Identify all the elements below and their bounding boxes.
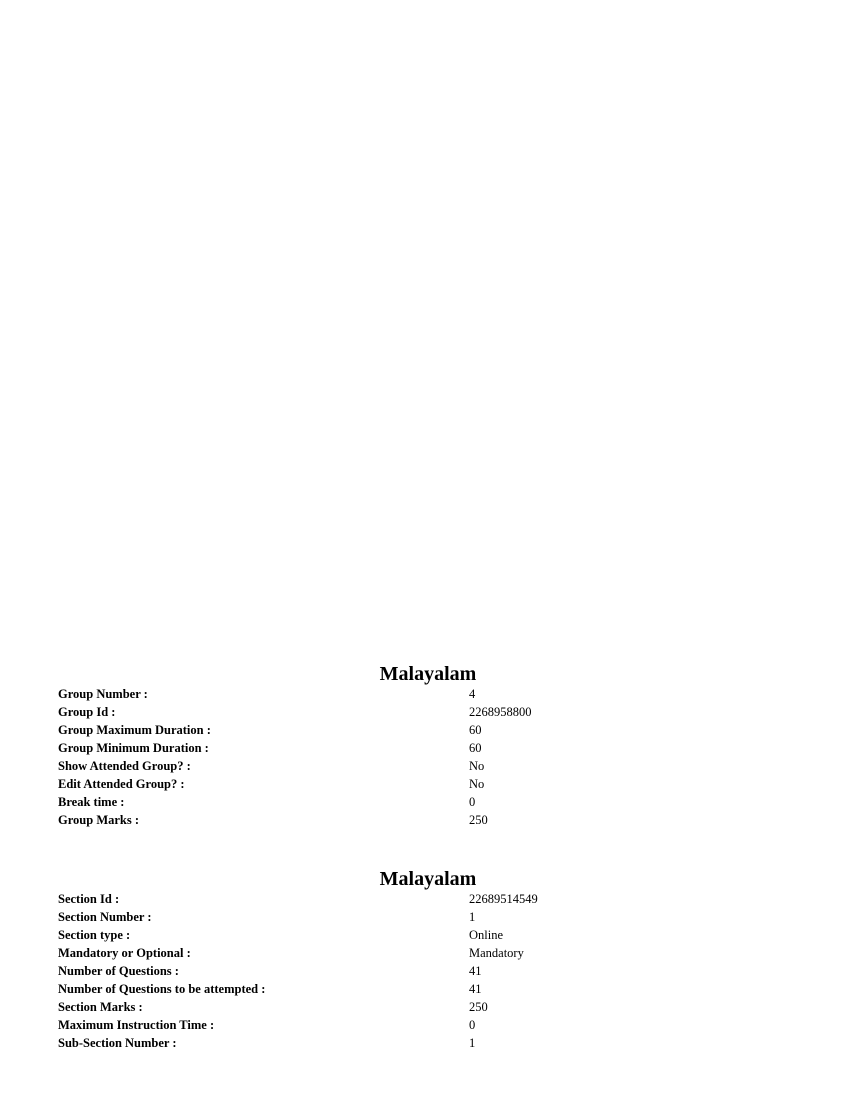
group-info-label: Group Maximum Duration : xyxy=(58,723,211,737)
group-info-value: No xyxy=(469,759,485,773)
group-info-row xyxy=(0,757,850,775)
group-info-label: Break time : xyxy=(58,795,125,809)
section-info-label: Maximum Instruction Time : xyxy=(58,1018,215,1032)
group-info-row xyxy=(0,703,850,721)
group-info-value: 4 xyxy=(469,687,476,701)
section-info-block xyxy=(0,868,850,1058)
section-info-value: 41 xyxy=(469,982,482,996)
group-info-value: 60 xyxy=(469,741,482,755)
group-info-value: No xyxy=(469,777,485,791)
section-info-value: 250 xyxy=(469,1000,488,1014)
group-info-label: Group Marks : xyxy=(58,813,140,827)
group-title: Malayalam xyxy=(379,663,477,685)
section-info-row xyxy=(0,1016,850,1034)
group-info-row xyxy=(0,811,850,829)
section-info-row xyxy=(0,908,850,926)
section-info-value: 1 xyxy=(469,910,476,924)
section-info-row xyxy=(0,962,850,980)
section-info-label: Sub-Section Number : xyxy=(58,1036,177,1050)
section-info-value: 0 xyxy=(469,1018,476,1032)
group-info-row xyxy=(0,793,850,811)
section-info-row xyxy=(0,980,850,998)
group-info-row xyxy=(0,685,850,703)
group-info-value: 2268958800 xyxy=(469,705,532,719)
group-info-label: Show Attended Group? : xyxy=(58,759,191,773)
group-info-label: Group Number : xyxy=(58,687,148,701)
group-info-value: 0 xyxy=(469,795,476,809)
section-info-table xyxy=(0,890,850,1052)
section-info-label: Section Id : xyxy=(58,892,120,906)
section-info-row xyxy=(0,890,850,908)
section-info-value: 41 xyxy=(469,964,482,978)
group-info-value: 60 xyxy=(469,723,482,737)
section-info-value: Online xyxy=(469,928,504,942)
group-info-row xyxy=(0,739,850,757)
section-info-value: 1 xyxy=(469,1036,476,1050)
group-info-table xyxy=(0,685,850,829)
group-info-row xyxy=(0,775,850,793)
section-info-row xyxy=(0,998,850,1016)
section-info-row xyxy=(0,926,850,944)
section-info-row xyxy=(0,944,850,962)
section-info-label: Number of Questions to be attempted : xyxy=(58,982,266,996)
group-info-label: Group Minimum Duration : xyxy=(58,741,209,755)
section-info-label: Section type : xyxy=(58,928,131,942)
section-info-label: Section Number : xyxy=(58,910,152,924)
section-info-row xyxy=(0,1034,850,1052)
group-info-block xyxy=(0,663,850,833)
group-info-label: Group Id : xyxy=(58,705,116,719)
section-title: Malayalam xyxy=(379,868,477,890)
section-info-label: Mandatory or Optional : xyxy=(58,946,191,960)
section-info-value: 22689514549 xyxy=(469,892,538,906)
section-info-label: Section Marks : xyxy=(58,1000,143,1014)
section-info-label: Number of Questions : xyxy=(58,964,179,978)
group-info-row xyxy=(0,721,850,739)
group-info-value: 250 xyxy=(469,813,488,827)
section-info-value: Mandatory xyxy=(469,946,524,960)
group-info-label: Edit Attended Group? : xyxy=(58,777,185,791)
